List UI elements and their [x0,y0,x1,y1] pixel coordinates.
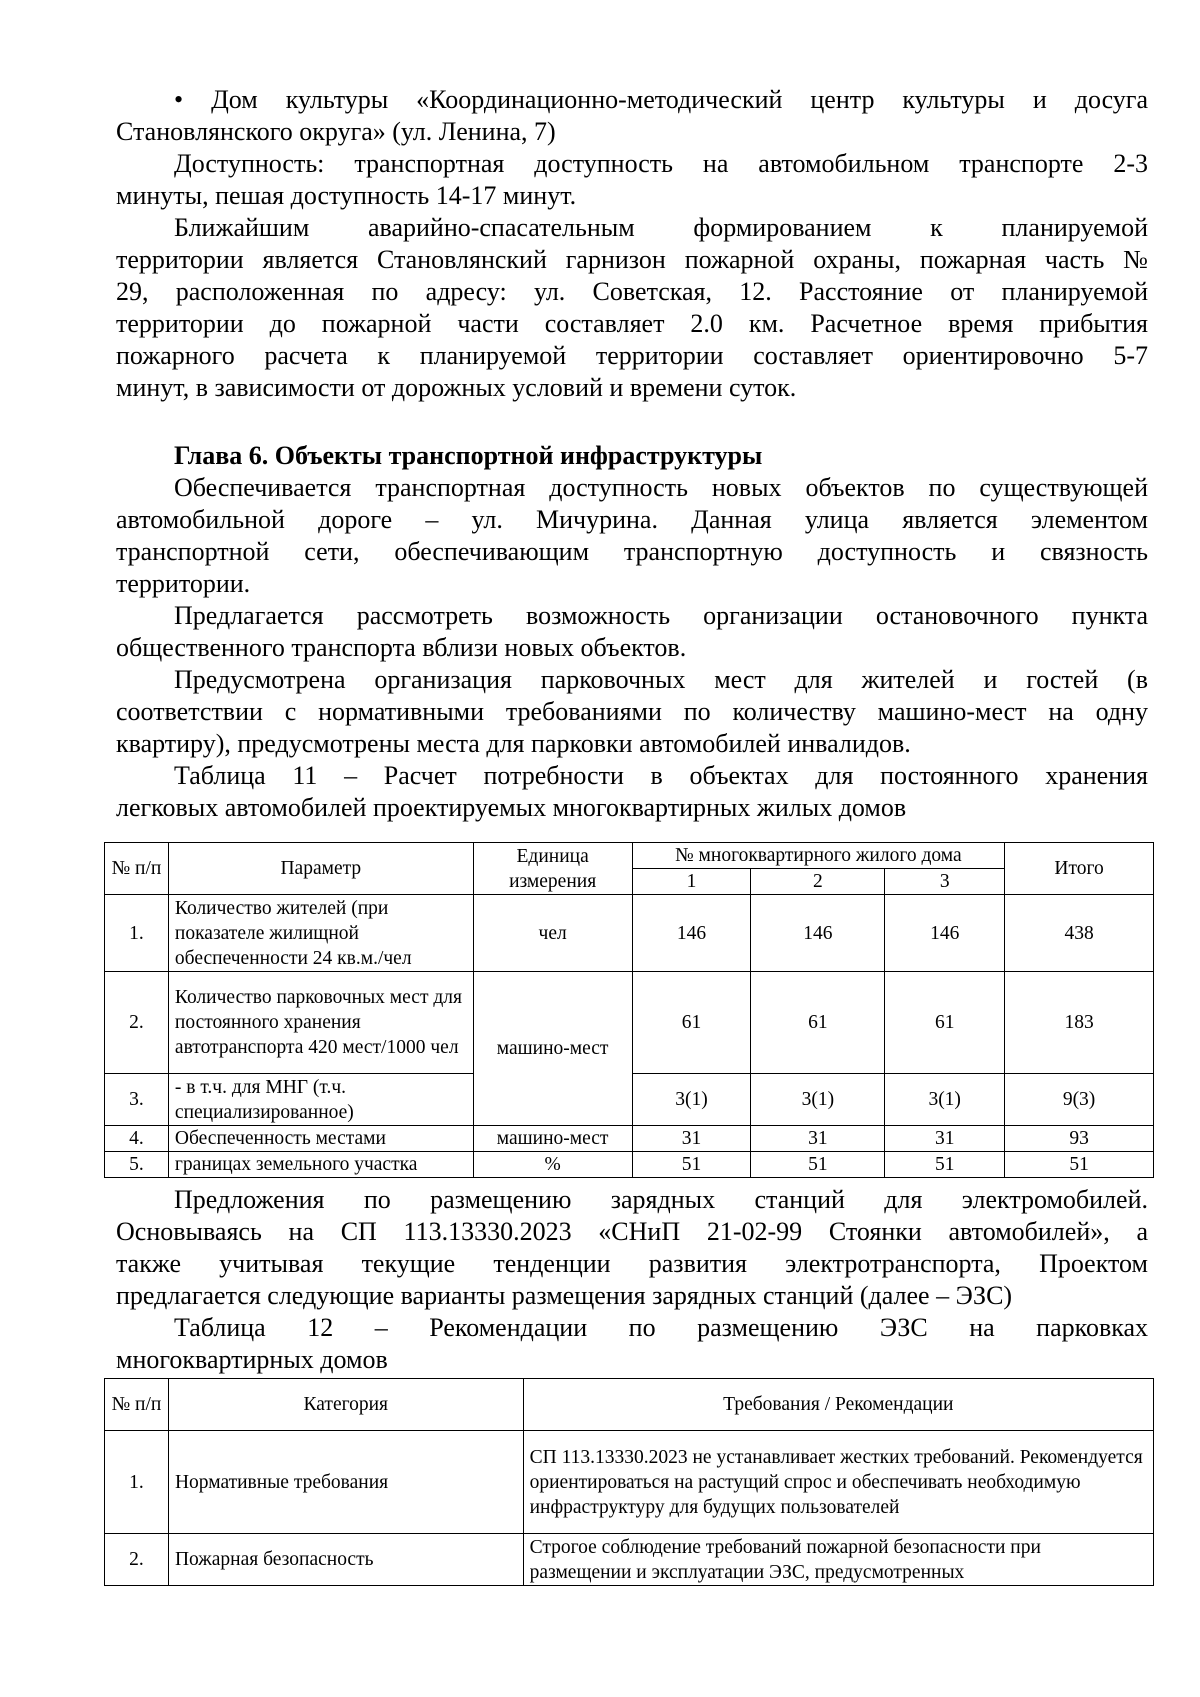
cell-value: 3(1) [751,1074,885,1126]
cell-param: Количество парковочных мест для постоянного хранения автотранспорта 420 мест/1000 чел [168,972,473,1074]
text-line: территории. [116,569,251,598]
header-num: № п/п [105,1379,169,1431]
text-line: автомобильной дороге – ул. Мичурина. Данная улица является элементом [116,505,1148,534]
table-12 [104,1378,1154,1586]
text-line: квартиру), предусмотрены места для парковки автомобилей инвалидов. [116,729,911,758]
table-caption: многоквартирных домов [116,1345,388,1374]
header-unit: Единица измерения [473,843,632,895]
cell-value: 31 [885,1126,1005,1152]
cell-value: 3(1) [885,1074,1005,1126]
chapter-section [116,440,1148,824]
text-line: пожарного расчета к планируемой территории составляет ориентировочно 5-7 [116,341,1148,370]
cell-requirements: СП 113.13330.2023 не устанавливает жестких требований. Рекомендуется ориентироваться на растущий спрос и обеспечивать необходимую инфраструктуру для будущих пользователей [523,1431,1153,1534]
cell-total: 9(3) [1005,1074,1154,1126]
cell-value: 61 [885,972,1005,1074]
cell-unit: машино-мест [473,1126,632,1152]
table-11 [104,842,1154,1178]
cell-total: 93 [1005,1126,1154,1152]
text-line: Предлагается рассмотреть возможность организации остановочного пункта [174,601,1148,630]
text-line: минуты, пешая доступность 14-17 минут. [116,181,577,210]
cell-value: 31 [751,1126,885,1152]
cell-num: 1. [105,895,169,972]
text-line: Доступность: транспортная доступность на автомобильном транспорте 2-3 [174,149,1148,178]
table-caption: Таблица 11 – Расчет потребности в объектах для постоянного хранения [174,761,1148,790]
text-line: общественного транспорта вблизи новых объектов. [116,633,687,662]
cell-unit: чел [473,895,632,972]
cell-param: границах земельного участка [168,1152,473,1178]
table-caption: Таблица 12 – Рекомендации по размещению ЭЗС на парковках [174,1313,1148,1342]
text-line: территории до пожарной части составляет 2.0 км. Расчетное время прибытия [116,309,1148,338]
table-row [105,1126,1154,1152]
text-line: Становлянского округа» (ул. Ленина, 7) [116,117,556,146]
cell-value: 51 [632,1152,751,1178]
cell-total: 183 [1005,972,1154,1074]
cell-value: 146 [885,895,1005,972]
cell-total: 51 [1005,1152,1154,1178]
cell-value: 146 [751,895,885,972]
lower-section [116,1184,1148,1376]
table-row [105,1152,1154,1178]
cell-num: 2. [105,1534,169,1586]
text-line: Предложения по размещению зарядных станций для электромобилей. [174,1185,1148,1214]
header-house-2: 2 [751,869,885,895]
cell-param: - в т.ч. для МНГ (т.ч. специализированное) [168,1074,473,1126]
text-line: Ближайшим аварийно-спасательным формированием к планируемой [174,213,1148,242]
table-caption: легковых автомобилей проектируемых многоквартирных жилых домов [116,793,907,822]
cell-num: 2. [105,972,169,1074]
cell-value: 61 [632,972,751,1074]
header-param: Параметр [168,843,473,895]
cell-value: 61 [751,972,885,1074]
cell-value: 3(1) [632,1074,751,1126]
cell-value: 146 [632,895,751,972]
text-line: также учитывая текущие тенденции развития электротранспорта, Проектом [116,1249,1148,1278]
table-row [105,972,1154,1074]
cell-param: Количество жителей (при показателе жилищной обеспеченности 24 кв.м./чел [168,895,473,972]
header-house-1: 1 [632,869,751,895]
table-row [105,895,1154,972]
cell-total: 438 [1005,895,1154,972]
text-line: предлагается следующие варианты размещения зарядных станций (далее – ЭЗС) [116,1281,1013,1310]
text-line: транспортной сети, обеспечивающим транспортную доступность и связность [116,537,1148,566]
text-line: минут, в зависимости от дорожных условий и времени суток. [116,373,797,402]
cell-category: Пожарная безопасность [168,1534,523,1586]
table-row [105,1431,1154,1534]
text-line: Предусмотрена организация парковочных мест для жителей и гостей (в [174,665,1148,694]
header-total: Итого [1005,843,1154,895]
cell-requirements: Строгое соблюдение требований пожарной безопасности при размещении и эксплуатации ЭЗС, предусмотренных [523,1534,1153,1586]
top-section [116,84,1148,404]
header-requirements: Требования / Рекомендации [523,1379,1153,1431]
cell-value: 51 [751,1152,885,1178]
cell-value: 31 [632,1126,751,1152]
text-line: территории является Становлянский гарнизон пожарной охраны, пожарная часть № [116,245,1148,274]
cell-param: Обеспеченность местами [168,1126,473,1152]
text-line: Обеспечивается транспортная доступность новых объектов по существующей [174,473,1148,502]
text-line: соответствии с нормативными требованиями по количеству машино-мест на одну [116,697,1148,726]
text-line: • Дом культуры «Координационно-методический центр культуры и досуга [174,85,1148,114]
cell-num: 3. [105,1074,169,1126]
chapter-title: Глава 6. Объекты транспортной инфраструктуры [174,441,763,470]
header-category: Категория [168,1379,523,1431]
cell-num: 5. [105,1152,169,1178]
cell-unit: % [473,1152,632,1178]
header-houses: № многоквартирного жилого дома [632,843,1005,869]
cell-value: 51 [885,1152,1005,1178]
text-line: 29, расположенная по адресу: ул. Советская, 12. Расстояние от планируемой [116,277,1148,306]
cell-num: 1. [105,1431,169,1534]
header-num: № п/п [105,843,169,895]
cell-unit: машино-мест [473,972,632,1126]
header-house-3: 3 [885,869,1005,895]
table-row [105,1534,1154,1586]
cell-category: Нормативные требования [168,1431,523,1534]
cell-num: 4. [105,1126,169,1152]
text-line: Основываясь на СП 113.13330.2023 «СНиП 21-02-99 Стоянки автомобилей», а [116,1217,1148,1246]
